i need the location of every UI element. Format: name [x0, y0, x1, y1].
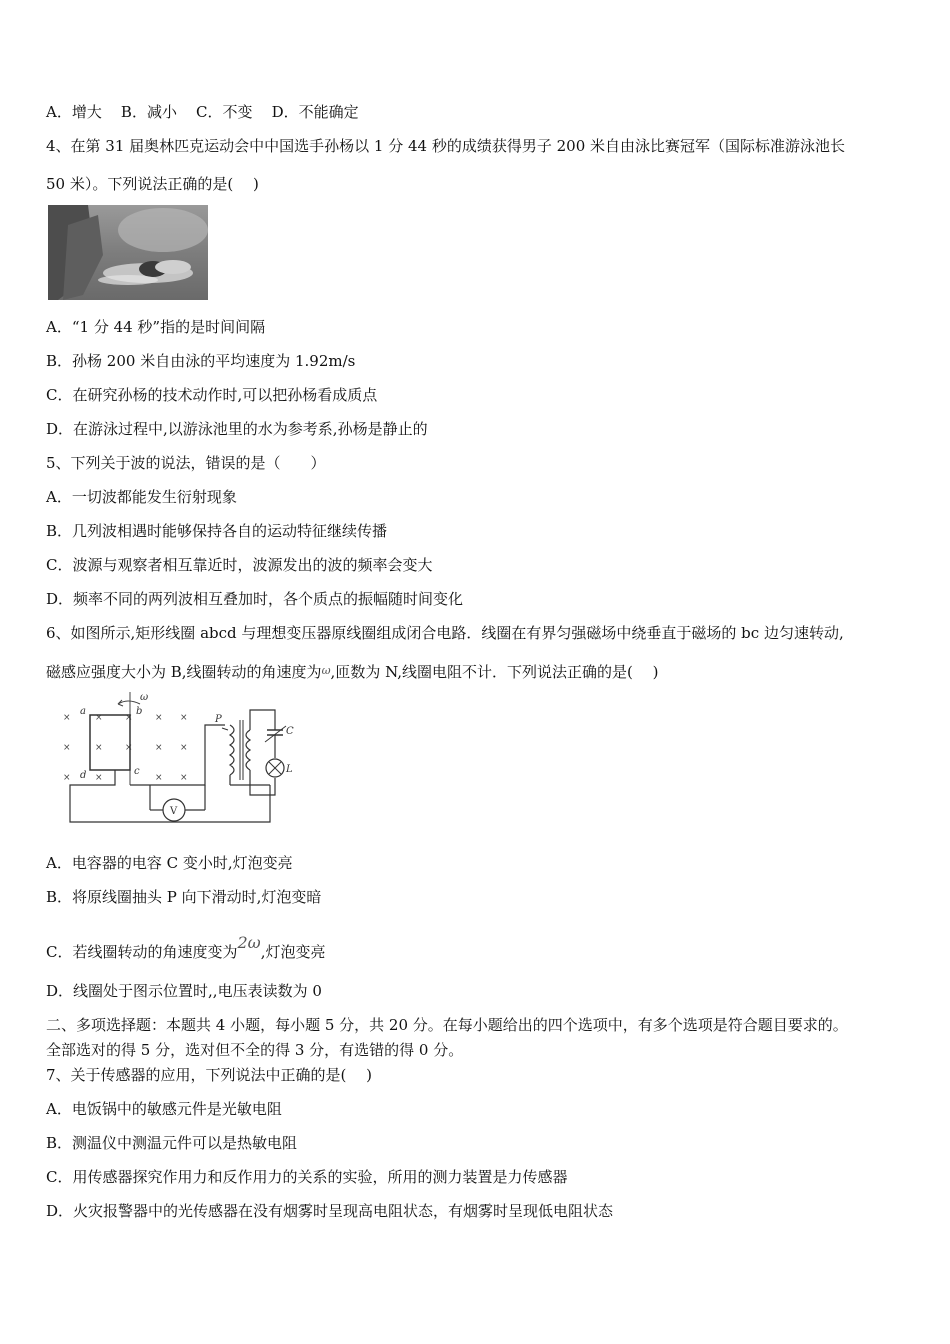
section2-header-line1: 二、多项选择题：本题共 4 小题，每小题 5 分，共 20 分。在每小题给出的四个选项中，有多个选项是符合题目要求的。 [46, 1016, 848, 1034]
secondary-coil [246, 730, 250, 770]
circuit-diagram [60, 690, 310, 830]
q3-option-b: B．减小 [120, 103, 177, 121]
q6-stem-line2-a: 磁感应强度大小为 B,线圈转动的角速度为 [46, 663, 322, 681]
q6-stem-line1: 6、如图所示,矩形线圈 abcd 与理想变压器原线圈组成闭合电路．线圈在有界匀强磁场中绕垂直于磁场的 bc 边匀速转动, [46, 624, 844, 642]
field-cross: × [63, 713, 71, 723]
lead-wire-2 [130, 725, 225, 785]
q6-option-d: D．线圈处于图示位置时,,电压表读数为 0 [46, 982, 322, 1000]
field-cross: × [95, 773, 103, 783]
swimmer-photo [48, 205, 208, 300]
two-omega-symbol: 2ω [237, 933, 261, 952]
field-cross: × [155, 743, 163, 753]
label-d: d [80, 770, 87, 781]
q4-stem-line2: 50 米）。下列说法正确的是( ) [46, 175, 259, 193]
omega-symbol: ω [321, 664, 331, 677]
rotation-arrow [118, 701, 140, 704]
field-cross: × [155, 773, 163, 783]
omega-label: ω [140, 692, 149, 703]
field-cross: × [63, 773, 71, 783]
field-cross: × [63, 743, 71, 753]
q6-stem-line2 [46, 661, 659, 682]
q6-stem-line2-b: ,匝数为 N,线圈电阻不计．下列说法正确的是( ) [330, 663, 659, 681]
label-P: P [215, 714, 222, 725]
q6-option-a: A．电容器的电容 C 变小时,灯泡变亮 [46, 854, 293, 872]
q3-options [46, 102, 359, 122]
section2-header-line2: 全部选对的得 5 分，选对但不全的得 3 分，有选错的得 0 分。 [46, 1041, 464, 1059]
label-L: L [286, 764, 293, 775]
q7-option-c: C．用传感器探究作用力和反作用力的关系的实验，所用的测力装置是力传感器 [46, 1168, 568, 1186]
q6-option-b: B．将原线圈抽头 P 向下滑动时,灯泡变暗 [46, 888, 322, 906]
q3-option-d: D．不能确定 [271, 103, 359, 121]
primary-coil [230, 725, 234, 775]
q6-option-c-post: ,灯泡变亮 [260, 943, 326, 961]
field-cross: × [180, 743, 188, 753]
q5-option-c: C．波源与观察者相互靠近时，波源发出的波的频率会变大 [46, 556, 433, 574]
q6-option-c-pre: C．若线圈转动的角速度变为 [46, 943, 238, 961]
swimmer-image [48, 205, 208, 300]
q4-option-c: C．在研究孙杨的技术动作时,可以把孙杨看成质点 [46, 386, 378, 404]
q3-option-c: C．不变 [196, 103, 253, 121]
field-cross: × [125, 743, 133, 753]
label-C: C [286, 726, 294, 737]
field-cross: × [155, 713, 163, 723]
q5-stem: 5、下列关于波的说法，错误的是（ ） [46, 454, 326, 472]
label-a: a [80, 706, 86, 717]
tap-arrow [222, 728, 228, 730]
q7-option-a: A．电饭锅中的敏感元件是光敏电阻 [46, 1100, 282, 1118]
q6-option-c [46, 933, 326, 962]
q5-option-d: D．频率不同的两列波相互叠加时，各个质点的振幅随时间变化 [46, 590, 464, 608]
voltmeter-label: V [170, 806, 178, 817]
q4-option-b: B．孙杨 200 米自由泳的平均速度为 1.92m/s [46, 352, 356, 370]
q5-option-a: A．一切波都能发生衍射现象 [46, 488, 237, 506]
q7-option-d: D．火灾报警器中的光传感器在没有烟雾时呈现高电阻状态，有烟雾时呈现低电阻状态 [46, 1202, 614, 1220]
q7-option-b: B．测温仪中测温元件可以是热敏电阻 [46, 1134, 298, 1152]
label-c: c [134, 766, 140, 777]
field-cross: × [180, 773, 188, 783]
q4-stem-line1: 4、在第 31 届奥林匹克运动会中中国选手孙杨以 1 分 44 秒的成绩获得男子 200 米自由泳比赛冠军（国际标准游泳池长 [46, 137, 846, 155]
q7-stem: 7、关于传感器的应用，下列说法中正确的是( ) [46, 1066, 373, 1084]
field-cross: × [95, 713, 103, 723]
field-cross: × [95, 743, 103, 753]
label-b: b [136, 706, 143, 717]
q4-option-d: D．在游泳过程中,以游泳池里的水为参考系,孙杨是静止的 [46, 420, 428, 438]
field-cross: × [180, 713, 188, 723]
field-cross: × [125, 713, 133, 723]
q5-option-b: B．几列波相遇时能够保持各自的运动特征继续传播 [46, 522, 388, 540]
q4-option-a: A．“1 分 44 秒”指的是时间间隔 [46, 318, 266, 336]
q3-option-a: A．增大 [46, 103, 102, 121]
